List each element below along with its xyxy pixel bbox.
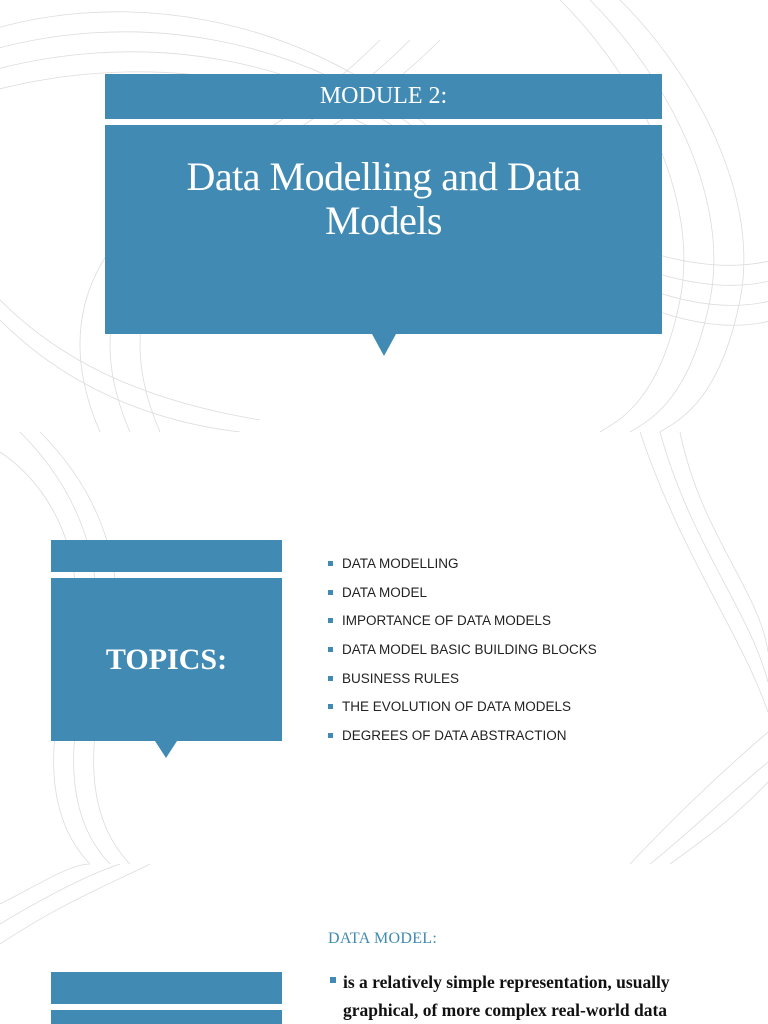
slide-topics <box>0 432 768 864</box>
bullet-icon <box>328 676 333 681</box>
slide-data-model <box>0 864 768 1024</box>
bullet-icon <box>328 590 333 595</box>
list-item: DATA MODELLING <box>326 554 597 583</box>
section-strip-bottom <box>51 1010 282 1024</box>
section-strip-top <box>51 972 282 1004</box>
list-item: DATA MODEL BASIC BUILDING BLOCKS <box>326 640 597 669</box>
title-box <box>105 125 662 334</box>
module-label: MODULE 2: <box>105 74 662 119</box>
title-pointer <box>372 334 396 356</box>
bullet-icon <box>328 733 333 738</box>
bullet-icon <box>328 647 333 652</box>
bullet-icon <box>328 704 333 709</box>
slide-title-text: Data Modelling and Data Models <box>186 154 581 243</box>
bullet-icon <box>328 618 333 623</box>
list-item: IMPORTANCE OF DATA MODELS <box>326 611 597 640</box>
list-item: DEGREES OF DATA ABSTRACTION <box>326 726 597 755</box>
bullet-icon <box>330 977 336 983</box>
definition-text: is a relatively simple representation, usually graphical, of more complex real-world data <box>343 972 670 1020</box>
topics-list <box>326 554 597 755</box>
slide-title <box>0 0 768 432</box>
list-item: THE EVOLUTION OF DATA MODELS <box>326 697 597 726</box>
topics-top-strip <box>51 540 282 572</box>
topics-heading: TOPICS: <box>51 578 282 741</box>
bullet-icon <box>328 561 333 566</box>
list-item: BUSINESS RULES <box>326 669 597 698</box>
list-item: DATA MODEL <box>326 583 597 612</box>
section-heading: DATA MODEL: <box>328 930 438 947</box>
topics-pointer <box>155 741 177 758</box>
